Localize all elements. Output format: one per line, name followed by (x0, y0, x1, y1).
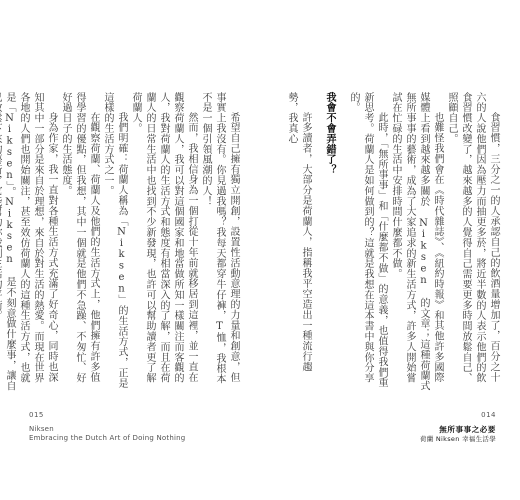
paragraph: 食習慣，三分之一的人承認自己的飲酒量增加了，百分之十六的人說他們因為壓力而抽更多菸，將近半數的人表示他們的飲食習慣改變了，越來越多的人覺得自己需要更多時間放鬆自己、照顧自己。 (446, 92, 499, 384)
section-heading: 我會不會弄錯了？ (324, 92, 335, 176)
right-page-folio (420, 411, 496, 444)
right-page (262, 0, 520, 500)
left-page-body (4, 92, 240, 392)
paragraph: 此時，「無所事事」和「什麼都不做」的意義，也值得我們重新思考。荷蘭人是如何做到的？這就是我想在這本書中與你分享的。 (348, 92, 387, 388)
paragraph: 身為作家，我一直對各種生活方式充滿了好奇心，同時也深知其中一部分是來自於理想，來自於對生活的熱愛。而現在世界各地的人們也開始關注，甚至效仿荷蘭人的這種生活方式，也就是「Niksen」。Niksen 是不刻意做什麼事，讓自 (4, 92, 57, 392)
page-number: 015 (29, 411, 44, 419)
paragraph: 希望自己擁有獨立開創，設置性活動意理的力量和創意，但事實上我沒有。你見過我嗎？我每天都穿牛仔褲，T恤，我根本不是一個引領風潮的人！ (200, 92, 239, 385)
paragraph: 許多讀者，大部分是荷蘭人，指稱我平空造出一種流行趨勢，我真心 (286, 92, 311, 372)
left-page-folio (29, 411, 185, 443)
paragraph: 在觀察荷蘭、荷蘭人及他們的生活方式上，他們擁有許多值得學習的優點，但我想，其中一個就是他們不急躁、不匆忙、好好過日子的生活態度。 (60, 92, 99, 384)
running-head-title: 無所事事之必要 (439, 425, 496, 434)
paragraph: 我們明確：荷蘭人稱為「Niksen」的生活方式，正是這樣的生活方式之一。 (102, 92, 127, 389)
right-page-body (278, 92, 500, 392)
running-head-subtitle: Embracing the Dutch Art of Doing Nothing (29, 434, 186, 442)
page-number: 014 (481, 411, 496, 419)
paragraph: 然而，我相信身為一個打從十年前就移居到這裡，並一直在觀察荷蘭人，我可以對這個國家和地當做所知一樣關注而客觀的人，我對荷蘭人的生活方式和態度有相當深入的了解，而且在荷蘭人的日常生活中也找到不少新發現，也許可以幫助讀者更了解荷蘭人。 (130, 92, 197, 384)
running-head-title: Niksen (29, 425, 54, 433)
paragraph: 也難怪我們會在《時代雜誌》、《紐約時報》和其他許多國際媒體上看到越來越多關於 Niksen 的文章；這種荷蘭式無所事事的藝術，成為了大家追求的新生活方式，許多人開始嘗試在忙碌的生活中安排時間什麼都不做。 (390, 92, 443, 392)
running-head-subtitle: 荷蘭 Niksen 幸福生活學 (419, 435, 496, 443)
